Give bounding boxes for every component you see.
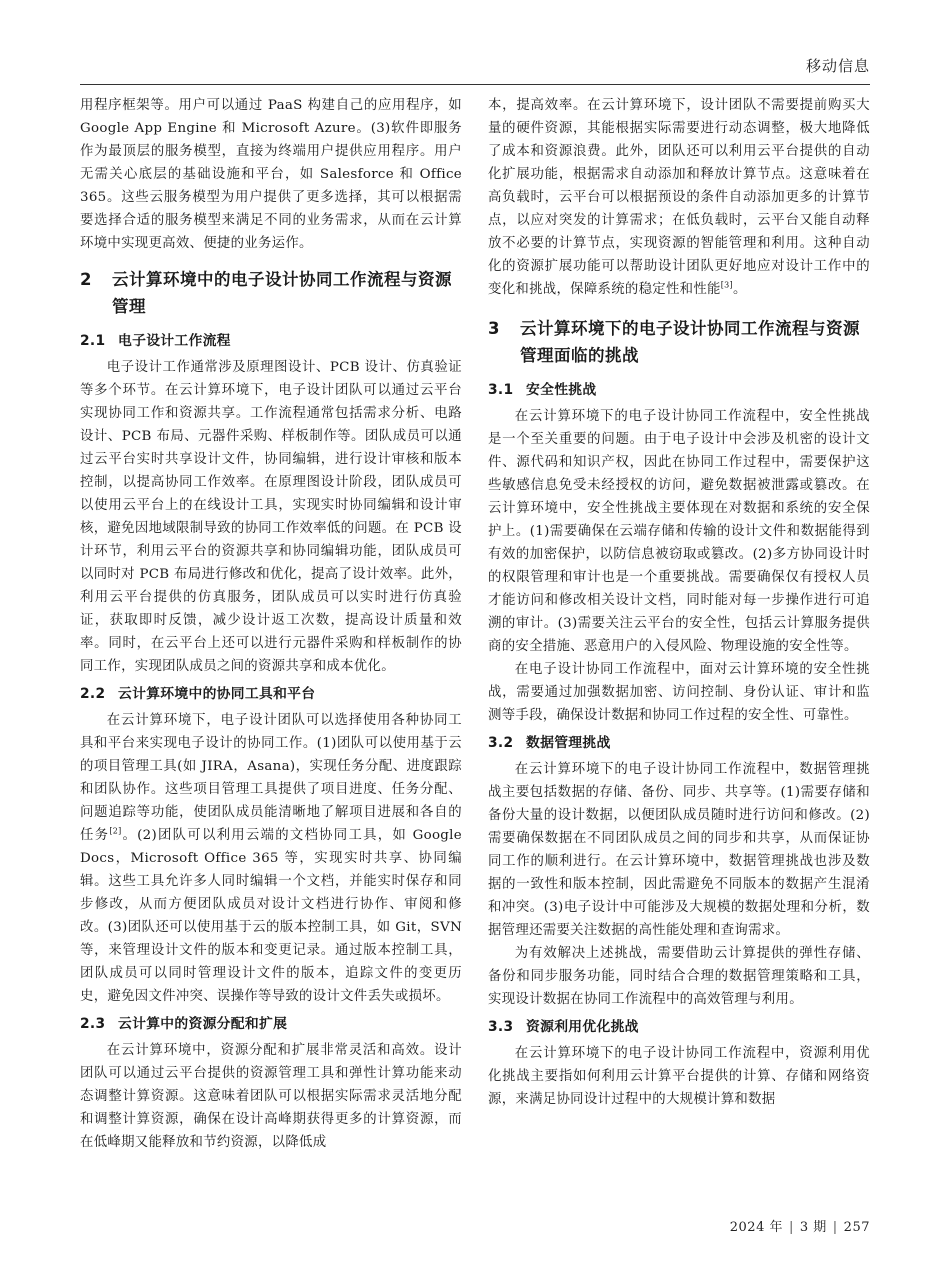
section-3-title: 云计算环境下的电子设计协同工作流程与资源管理面临的挑战 bbox=[520, 319, 860, 365]
citation-2: [2] bbox=[109, 826, 122, 836]
header-rule bbox=[80, 84, 870, 85]
section-2-1-title: 电子设计工作流程 bbox=[118, 333, 231, 349]
section-2-3-title: 云计算中的资源分配和扩展 bbox=[118, 1016, 288, 1032]
section-2-2-heading bbox=[80, 682, 462, 706]
section-2-title: 云计算环境中的电子设计协同工作流程与资源管理 bbox=[112, 270, 452, 316]
right-column bbox=[488, 94, 870, 1111]
section-2-number: 2 bbox=[80, 270, 92, 289]
folio-issue: 3 期 bbox=[799, 1220, 827, 1235]
section-3-heading bbox=[488, 315, 870, 369]
section-2-2-text-part2: 。(2)团队可以利用云端的文档协同工具，如 Google Docs，Microsoft Office 365 等，实现实时共享、协同编辑。这些工具允许多人同时编辑一个文档，并能实时保存和同步修改，从而方便团队成员对设计文档进行协作、审阅和修改。(3)团队还可以使用基于云的版本控制工具，如 Git，SVN 等，来管理设计文件的版本和变更记录。通过版本控制工具，团队成员可以同时管理设计文件的版本，追踪文件的变更历史，避免因文件冲突、误操作等导致的设计文件丢失或损坏。 bbox=[80, 828, 462, 1004]
section-3-2-title: 数据管理挑战 bbox=[526, 735, 611, 751]
running-head-title: 移动信息 bbox=[805, 57, 870, 75]
section-3-1-paragraph-1: 在云计算环境下的电子设计协同工作流程中，安全性挑战是一个至关重要的问题。由于电子设计中会涉及机密的设计文件、源代码和知识产权，因此在协同工作过程中，需要保护这些敏感信息免受未经授权的访问，避免数据被泄露或篡改。在云计算环境中，安全性挑战主要体现在对数据和系统的安全保护上。(1)需要确保在云端存储和传输的设计文件和数据能得到有效的加密保护，以防信息被窃取或篡改。(2)多方协同设计时的权限管理和审计也是一个重要挑战。需要确保仅有授权人员才能访问和修改相关设计文档，同时能对每一步操作进行可追溯的审计。(3)需要关注云平台的安全性，包括云计算服务提供商的安全措施、恶意用户的入侵风险、物理设施的安全性等。 bbox=[488, 409, 870, 654]
section-3-2-heading bbox=[488, 731, 870, 755]
section-2-3-paragraph: 在云计算环境中，资源分配和扩展非常灵活和高效。设计团队可以通过云平台提供的资源管理工具和弹性计算功能来动态调整计算资源。这意味着团队可以根据实际需求灵活地分配和调整计算资源，确保在设计高峰期获得更多的计算资源，而在低峰期又能释放和节约资源，以降低成 bbox=[80, 1043, 462, 1150]
section-2-2-title: 云计算环境中的协同工具和平台 bbox=[118, 686, 316, 702]
section-3-1-title: 安全性挑战 bbox=[526, 382, 597, 398]
section-3-2-paragraph-2: 为有效解决上述挑战，需要借助云计算提供的弹性存储、备份和同步服务功能，同时结合合理的数据管理策略和工具，实现设计数据在协同工作流程中的高效管理与利用。 bbox=[488, 946, 870, 1007]
citation-3: [3] bbox=[720, 280, 733, 290]
folio-year: 2024 年 bbox=[729, 1220, 783, 1235]
section-3-3-paragraph: 在云计算环境下的电子设计协同工作流程中，资源利用优化挑战主要指如何利用云计算平台提供的计算、存储和网络资源，来满足协同设计过程中的大规模计算和数据 bbox=[488, 1046, 870, 1107]
section-2-2-paragraph bbox=[80, 709, 462, 1008]
folio-page-number: 257 bbox=[843, 1220, 870, 1235]
section-2-1-heading bbox=[80, 329, 462, 353]
continued-paragraph bbox=[488, 94, 870, 301]
section-3-1-paragraph-2: 在电子设计协同工作流程中，面对云计算环境的安全性挑战，需要通过加强数据加密、访问控制、身份认证、审计和监测等手段，确保设计数据和协同工作过程的安全性、可靠性。 bbox=[488, 662, 870, 723]
continued-text-part2: 。 bbox=[732, 282, 747, 297]
continued-text-part1: 本，提高效率。在云计算环境下，设计团队不需要提前购买大量的硬件资源，其能根据实际需要进行动态调整，极大地降低了成本和资源浪费。此外，团队还可以利用云平台提供的自动化扩展功能，根据需求自动添加和释放计算节点。这意味着在高负载时，云平台可以根据预设的条件自动添加更多的计算节点，以应对突发的计算需求；在低负载时，云平台又能自动释放不必要的计算节点，实现资源的智能管理和利用。这种自动化的资源扩展功能可以帮助设计团队更好地应对设计工作中的变化和挑战，保障系统的稳定性和性能 bbox=[488, 98, 870, 297]
page-folio bbox=[730, 1216, 870, 1235]
section-3-2-number: 3.2 bbox=[488, 735, 514, 751]
section-3-3-title: 资源利用优化挑战 bbox=[526, 1019, 639, 1035]
folio-separator-2: | bbox=[832, 1220, 838, 1235]
section-3-number: 3 bbox=[488, 319, 500, 338]
section-3-1-number: 3.1 bbox=[488, 382, 514, 398]
section-2-heading bbox=[80, 266, 462, 320]
section-2-1-number: 2.1 bbox=[80, 333, 106, 349]
intro-paragraph: 用程序框架等。用户可以通过 PaaS 构建自己的应用程序，如 Google App Engine 和 Microsoft Azure。(3)软件即服务作为最顶层的服务模型，直接为终端用户提供应用程序。用户无需关心底层的基础设施和平台，如 Salesforce 和 Office 365。这些云服务模型为用户提供了更多选择，其可以根据需要选择合适的服务模型来满足不同的业务需求，从而在云计算环境中实现更高效、便捷的业务运作。 bbox=[80, 98, 462, 251]
section-3-3-number: 3.3 bbox=[488, 1019, 514, 1035]
folio-separator-1: | bbox=[788, 1220, 794, 1235]
section-2-3-heading bbox=[80, 1012, 462, 1036]
section-2-2-number: 2.2 bbox=[80, 686, 106, 702]
section-2-2-text-part1: 在云计算环境下，电子设计团队可以选择使用各种协同工具和平台来实现电子设计的协同工作。(1)团队可以使用基于云的项目管理工具(如 JIRA，Asana)，实现任务分配、进度跟踪和团队协作。这些项目管理工具提供了项目进度、任务分配、问题追踪等功能，使团队成员能清晰地了解项目进展和各自的任务 bbox=[80, 713, 462, 843]
section-2-3-number: 2.3 bbox=[80, 1016, 106, 1032]
section-2-1-paragraph: 电子设计工作通常涉及原理图设计、PCB 设计、仿真验证等多个环节。在云计算环境下，电子设计团队可以通过云平台实现协同工作和资源共享。工作流程通常包括需求分析、电路设计、PCB 布局、元器件采购、样板制作等。团队成员可以通过云平台实时共享设计文件，协同编辑，进行设计审核和版本控制，以提高协同工作效率。在原理图设计阶段，团队成员可以使用云平台上的在线设计工具，实现实时协同编辑和设计审核，避免因地域限制导致的协同工作效率低的问题。在 PCB 设计环节，利用云平台的资源共享和协同编辑功能，团队成员可以同时对 PCB 布局进行修改和优化，提高了设计效率。此外，利用云平台提供的仿真服务，团队成员可以实时进行仿真验证，获取即时反馈，减少设计返工次数，提高设计质量和效率。同时，在云平台上还可以进行元器件采购和样板制作的协同工作，实现团队成员之间的资源共享和成本优化。 bbox=[80, 360, 462, 674]
section-3-3-heading bbox=[488, 1015, 870, 1039]
left-column bbox=[80, 94, 462, 1154]
section-3-1-heading bbox=[488, 378, 870, 402]
section-3-2-paragraph-1: 在云计算环境下的电子设计协同工作流程中，数据管理挑战主要包括数据的存储、备份、同步、共享等。(1)需要存储和备份大量的设计数据，以便团队成员随时进行访问和修改。(2)需要确保数据在不同团队成员之间的同步和共享，从而保证协同工作的顺利进行。在云计算环境中，数据管理挑战也涉及数据的一致性和版本控制，因此需避免不同版本的数据产生混淆和冲突。(3)电子设计中可能涉及大规模的数据处理和分析，数据管理还需要关注数据的高性能处理和查询需求。 bbox=[488, 762, 870, 938]
